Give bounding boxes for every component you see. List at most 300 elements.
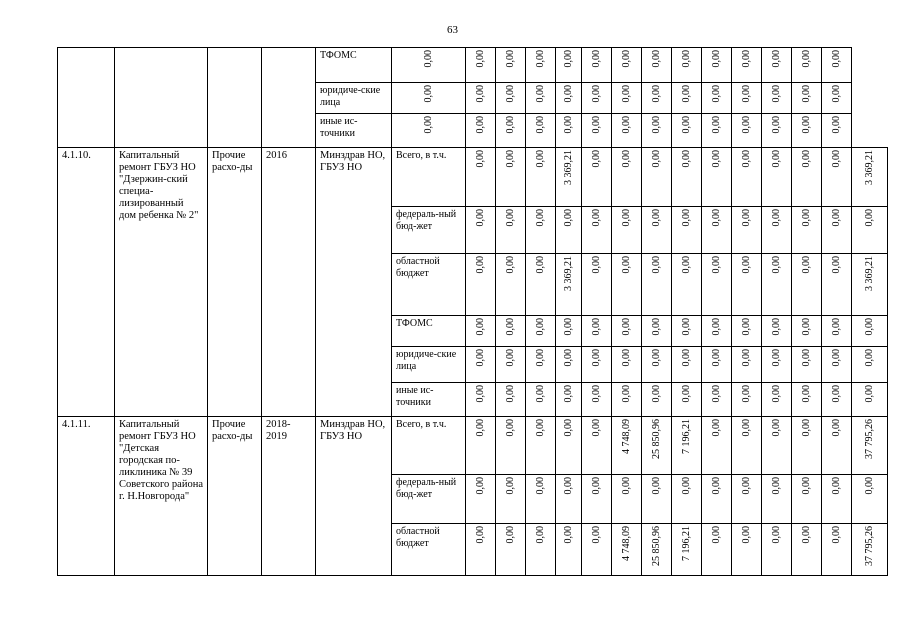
amount-cell: [852, 347, 888, 383]
amount-cell: [792, 254, 822, 316]
amount-value: 0,00: [740, 477, 752, 495]
amount-value: 0,00: [680, 209, 692, 227]
amount-cell: [556, 383, 582, 417]
amount-value: 0,00: [740, 150, 752, 168]
amount-value: 0,00: [863, 477, 875, 495]
amount-cell: [556, 524, 582, 576]
amount-value: 0,00: [830, 50, 842, 68]
amount-value: 0,00: [590, 419, 602, 437]
amount-cell: [642, 207, 672, 254]
funding-source: иные ис-точники: [316, 114, 392, 148]
funding-source: федераль-ный бюд-жет: [392, 475, 466, 524]
amount-value: 0,00: [680, 385, 692, 403]
amount-cell: [556, 254, 582, 316]
amount-cell: [732, 148, 762, 207]
amount-cell: [732, 254, 762, 316]
amount-cell: [642, 83, 672, 114]
amount-value: 0,00: [650, 150, 662, 168]
amount-cell: [466, 207, 496, 254]
amount-value: 0,00: [830, 526, 842, 544]
amount-cell: [466, 383, 496, 417]
amount-value: 0,00: [562, 50, 574, 68]
amount-value: 0,00: [740, 256, 752, 274]
amount-cell: [496, 316, 526, 347]
amount-value: 0,00: [800, 256, 812, 274]
table-row: [58, 48, 888, 83]
amount-value: 0,00: [504, 385, 516, 403]
amount-cell: [702, 417, 732, 475]
period: 2018-2019: [262, 417, 316, 576]
amount-value: 0,00: [474, 419, 486, 437]
funding-source: областной бюджет: [392, 254, 466, 316]
amount-value: 0,00: [830, 349, 842, 367]
amount-value: 0,00: [710, 150, 722, 168]
amount-cell: [672, 114, 702, 148]
amount-value: 0,00: [504, 349, 516, 367]
amount-value: 7 196,21: [680, 526, 692, 561]
amount-value: 0,00: [830, 85, 842, 103]
amount-cell: [526, 383, 556, 417]
amount-cell: [762, 316, 792, 347]
amount-cell: [792, 383, 822, 417]
amount-cell: [466, 83, 496, 114]
continued-cell: [208, 48, 262, 148]
amount-value: 0,00: [830, 116, 842, 134]
amount-cell: [556, 417, 582, 475]
amount-cell: [642, 148, 672, 207]
amount-cell: [792, 207, 822, 254]
funding-source: юридиче-ские лица: [316, 83, 392, 114]
amount-value: 0,00: [620, 150, 632, 168]
amount-cell: [496, 383, 526, 417]
amount-cell: [642, 114, 672, 148]
amount-cell: [496, 475, 526, 524]
amount-cell: [466, 347, 496, 383]
amount-cell: [732, 524, 762, 576]
amount-cell: [822, 207, 852, 254]
amount-value: 0,00: [474, 526, 486, 544]
amount-cell: [822, 524, 852, 576]
amount-cell: [792, 524, 822, 576]
amount-cell: [822, 475, 852, 524]
amount-cell: [642, 316, 672, 347]
amount-cell: [466, 475, 496, 524]
amount-value: 0,00: [770, 85, 782, 103]
amount-cell: [496, 347, 526, 383]
amount-value: 0,00: [710, 85, 722, 103]
amount-value: 7 196,21: [680, 419, 692, 454]
amount-value: 3 369,21: [863, 256, 875, 291]
amount-cell: [582, 316, 612, 347]
amount-cell: [852, 207, 888, 254]
amount-cell: [732, 207, 762, 254]
amount-cell: [582, 148, 612, 207]
amount-value: 0,00: [830, 385, 842, 403]
amount-cell: [612, 207, 642, 254]
amount-cell: [642, 475, 672, 524]
amount-cell: [822, 383, 852, 417]
amount-value: 0,00: [620, 50, 632, 68]
amount-value: 0,00: [562, 419, 574, 437]
amount-value: 4 748,09: [620, 419, 632, 454]
amount-cell: [672, 83, 702, 114]
amount-cell: [466, 48, 496, 83]
amount-cell: [612, 48, 642, 83]
amount-value: 0,00: [590, 209, 602, 227]
amount-value: 0,00: [740, 116, 752, 134]
amount-cell: [556, 114, 582, 148]
amount-value: 3 369,21: [562, 256, 574, 291]
amount-cell: [732, 316, 762, 347]
amount-cell: [732, 383, 762, 417]
amount-value: 0,00: [534, 85, 546, 103]
amount-value: 0,00: [740, 526, 752, 544]
amount-value: 0,00: [770, 526, 782, 544]
amount-cell: [612, 417, 642, 475]
amount-value: 0,00: [504, 477, 516, 495]
amount-cell: [612, 83, 642, 114]
amount-value: 0,00: [770, 116, 782, 134]
amount-cell: [496, 48, 526, 83]
amount-cell: [852, 316, 888, 347]
amount-cell: [852, 417, 888, 475]
amount-cell: [672, 254, 702, 316]
amount-cell: [762, 417, 792, 475]
amount-value: 0,00: [534, 116, 546, 134]
funding-source: ТФОМС: [392, 316, 466, 347]
amount-value: 0,00: [562, 116, 574, 134]
amount-value: 0,00: [504, 526, 516, 544]
amount-cell: [702, 207, 732, 254]
amount-cell: [526, 254, 556, 316]
amount-value: 0,00: [800, 419, 812, 437]
amount-value: 0,00: [562, 85, 574, 103]
amount-value: 0,00: [830, 419, 842, 437]
amount-value: 25 850,96: [650, 526, 662, 566]
amount-cell: [822, 83, 852, 114]
amount-value: 0,00: [590, 385, 602, 403]
amount-value: 0,00: [863, 349, 875, 367]
amount-cell: [526, 475, 556, 524]
amount-value: 0,00: [710, 385, 722, 403]
amount-cell: [672, 475, 702, 524]
amount-cell: [392, 114, 466, 148]
amount-value: 0,00: [534, 419, 546, 437]
amount-value: 0,00: [740, 318, 752, 336]
amount-cell: [672, 48, 702, 83]
amount-cell: [762, 114, 792, 148]
amount-cell: [792, 316, 822, 347]
amount-value: 0,00: [650, 349, 662, 367]
table-row: [58, 148, 888, 207]
item-name: Капитальный ремонт ГБУЗ НО "Детская городская по-ликлиника № 39 Советского района г. Н.Новгорода": [115, 417, 208, 576]
amount-value: 0,00: [740, 50, 752, 68]
amount-value: 0,00: [710, 116, 722, 134]
amount-value: 0,00: [830, 477, 842, 495]
amount-value: 0,00: [863, 318, 875, 336]
amount-cell: [556, 207, 582, 254]
amount-cell: [672, 347, 702, 383]
funding-source: юридиче-ские лица: [392, 347, 466, 383]
amount-cell: [496, 114, 526, 148]
amount-value: 3 369,21: [562, 150, 574, 185]
amount-cell: [526, 114, 556, 148]
amount-cell: [732, 48, 762, 83]
amount-value: 0,00: [710, 419, 722, 437]
amount-cell: [466, 524, 496, 576]
amount-cell: [556, 48, 582, 83]
amount-value: 0,00: [710, 318, 722, 336]
amount-value: 0,00: [863, 209, 875, 227]
amount-cell: [466, 417, 496, 475]
amount-value: 0,00: [422, 116, 434, 134]
amount-cell: [642, 254, 672, 316]
amount-value: 0,00: [474, 385, 486, 403]
amount-value: 0,00: [650, 85, 662, 103]
amount-value: 0,00: [590, 318, 602, 336]
amount-cell: [526, 207, 556, 254]
amount-value: 0,00: [590, 85, 602, 103]
amount-cell: [466, 114, 496, 148]
amount-value: 0,00: [800, 526, 812, 544]
executor: Минздрав НО, ГБУЗ НО: [316, 148, 392, 417]
amount-cell: [392, 83, 466, 114]
continued-cell: [262, 48, 316, 148]
funding-source: областной бюджет: [392, 524, 466, 576]
amount-cell: [852, 524, 888, 576]
amount-cell: [822, 347, 852, 383]
amount-cell: [852, 254, 888, 316]
amount-cell: [526, 524, 556, 576]
amount-value: 0,00: [710, 50, 722, 68]
amount-cell: [466, 254, 496, 316]
amount-cell: [852, 383, 888, 417]
amount-value: 0,00: [800, 318, 812, 336]
amount-value: 0,00: [740, 419, 752, 437]
amount-value: 0,00: [620, 209, 632, 227]
amount-cell: [612, 524, 642, 576]
amount-value: 0,00: [770, 385, 782, 403]
amount-value: 0,00: [650, 477, 662, 495]
amount-value: 0,00: [770, 477, 782, 495]
funding-source: Всего, в т.ч.: [392, 148, 466, 207]
amount-value: 0,00: [474, 256, 486, 274]
amount-value: 0,00: [534, 50, 546, 68]
amount-cell: [466, 316, 496, 347]
amount-value: 0,00: [650, 385, 662, 403]
amount-value: 0,00: [620, 477, 632, 495]
amount-value: 0,00: [504, 209, 516, 227]
amount-cell: [556, 148, 582, 207]
amount-value: 0,00: [830, 256, 842, 274]
amount-cell: [612, 383, 642, 417]
amount-value: 0,00: [422, 50, 434, 68]
amount-value: 0,00: [504, 116, 516, 134]
amount-cell: [762, 383, 792, 417]
amount-cell: [526, 83, 556, 114]
amount-cell: [496, 83, 526, 114]
amount-cell: [702, 48, 732, 83]
amount-value: 0,00: [800, 116, 812, 134]
amount-value: 0,00: [504, 150, 516, 168]
amount-cell: [466, 148, 496, 207]
amount-cell: [762, 148, 792, 207]
amount-value: 0,00: [800, 209, 812, 227]
amount-value: 0,00: [710, 526, 722, 544]
amount-value: 0,00: [590, 256, 602, 274]
amount-cell: [612, 475, 642, 524]
amount-cell: [582, 524, 612, 576]
amount-value: 0,00: [800, 385, 812, 403]
amount-value: 0,00: [770, 318, 782, 336]
expense-type: Прочие расхо-ды: [208, 148, 262, 417]
amount-value: 0,00: [680, 349, 692, 367]
amount-cell: [822, 148, 852, 207]
amount-value: 0,00: [800, 477, 812, 495]
amount-value: 0,00: [650, 256, 662, 274]
amount-cell: [582, 207, 612, 254]
item-number: 4.1.11.: [58, 417, 115, 576]
amount-cell: [612, 254, 642, 316]
amount-cell: [672, 316, 702, 347]
amount-value: 0,00: [740, 209, 752, 227]
amount-value: 0,00: [474, 50, 486, 68]
funding-source: ТФОМС: [316, 48, 392, 83]
amount-cell: [496, 524, 526, 576]
amount-value: 0,00: [800, 349, 812, 367]
amount-value: 0,00: [562, 209, 574, 227]
amount-cell: [642, 383, 672, 417]
funding-source: Всего, в т.ч.: [392, 417, 466, 475]
expense-type: Прочие расхо-ды: [208, 417, 262, 576]
amount-cell: [496, 254, 526, 316]
amount-value: 0,00: [680, 116, 692, 134]
amount-cell: [702, 148, 732, 207]
amount-cell: [612, 347, 642, 383]
amount-cell: [672, 207, 702, 254]
amount-cell: [496, 207, 526, 254]
amount-cell: [642, 524, 672, 576]
amount-cell: [762, 254, 792, 316]
amount-cell: [702, 383, 732, 417]
amount-value: 0,00: [620, 116, 632, 134]
amount-value: 0,00: [534, 526, 546, 544]
amount-cell: [702, 524, 732, 576]
amount-cell: [392, 48, 466, 83]
amount-cell: [732, 417, 762, 475]
amount-value: 0,00: [620, 349, 632, 367]
amount-cell: [792, 83, 822, 114]
amount-cell: [732, 475, 762, 524]
amount-cell: [612, 114, 642, 148]
amount-cell: [642, 347, 672, 383]
amount-value: 0,00: [474, 116, 486, 134]
amount-value: 0,00: [710, 349, 722, 367]
amount-value: 0,00: [650, 116, 662, 134]
amount-value: 0,00: [534, 385, 546, 403]
amount-value: 0,00: [534, 209, 546, 227]
amount-cell: [526, 316, 556, 347]
amount-cell: [672, 524, 702, 576]
amount-cell: [732, 83, 762, 114]
amount-cell: [526, 347, 556, 383]
amount-cell: [822, 417, 852, 475]
amount-cell: [822, 114, 852, 148]
amount-value: 0,00: [590, 349, 602, 367]
funding-source: иные ис-точники: [392, 383, 466, 417]
amount-cell: [702, 475, 732, 524]
amount-cell: [822, 254, 852, 316]
amount-cell: [582, 417, 612, 475]
amount-value: 0,00: [534, 150, 546, 168]
amount-value: 0,00: [830, 150, 842, 168]
amount-value: 0,00: [680, 85, 692, 103]
amount-value: 0,00: [710, 256, 722, 274]
amount-value: 0,00: [680, 477, 692, 495]
amount-cell: [582, 383, 612, 417]
amount-cell: [702, 316, 732, 347]
amount-value: 0,00: [650, 209, 662, 227]
amount-cell: [582, 83, 612, 114]
funding-source: федераль-ный бюд-жет: [392, 207, 466, 254]
amount-value: 0,00: [620, 385, 632, 403]
amount-value: 0,00: [474, 477, 486, 495]
amount-value: 0,00: [590, 50, 602, 68]
budget-table: [57, 47, 888, 576]
amount-cell: [762, 48, 792, 83]
amount-cell: [526, 148, 556, 207]
amount-value: 0,00: [504, 318, 516, 336]
amount-value: 0,00: [562, 349, 574, 367]
amount-value: 0,00: [562, 526, 574, 544]
amount-cell: [762, 83, 792, 114]
amount-value: 0,00: [474, 85, 486, 103]
amount-value: 0,00: [740, 85, 752, 103]
amount-cell: [792, 114, 822, 148]
amount-value: 0,00: [590, 477, 602, 495]
amount-value: 0,00: [770, 209, 782, 227]
item-name: Капитальный ремонт ГБУЗ НО "Дзержин-ский специа-лизированный дом ребенка № 2": [115, 148, 208, 417]
amount-cell: [822, 316, 852, 347]
amount-cell: [556, 347, 582, 383]
amount-cell: [526, 417, 556, 475]
amount-value: 0,00: [710, 209, 722, 227]
amount-cell: [642, 417, 672, 475]
amount-cell: [792, 475, 822, 524]
amount-cell: [732, 114, 762, 148]
amount-cell: [822, 48, 852, 83]
amount-value: 0,00: [562, 318, 574, 336]
amount-value: 0,00: [590, 150, 602, 168]
amount-cell: [792, 347, 822, 383]
executor: Минздрав НО, ГБУЗ НО: [316, 417, 392, 576]
amount-cell: [582, 347, 612, 383]
amount-cell: [672, 383, 702, 417]
amount-value: 0,00: [422, 85, 434, 103]
amount-value: 0,00: [474, 209, 486, 227]
amount-cell: [792, 417, 822, 475]
amount-value: 0,00: [770, 419, 782, 437]
amount-value: 0,00: [534, 318, 546, 336]
amount-cell: [496, 417, 526, 475]
amount-value: 0,00: [474, 318, 486, 336]
amount-value: 37 795,26: [863, 419, 875, 459]
amount-cell: [792, 48, 822, 83]
amount-cell: [672, 417, 702, 475]
amount-cell: [556, 316, 582, 347]
amount-value: 0,00: [504, 419, 516, 437]
amount-value: 0,00: [863, 385, 875, 403]
